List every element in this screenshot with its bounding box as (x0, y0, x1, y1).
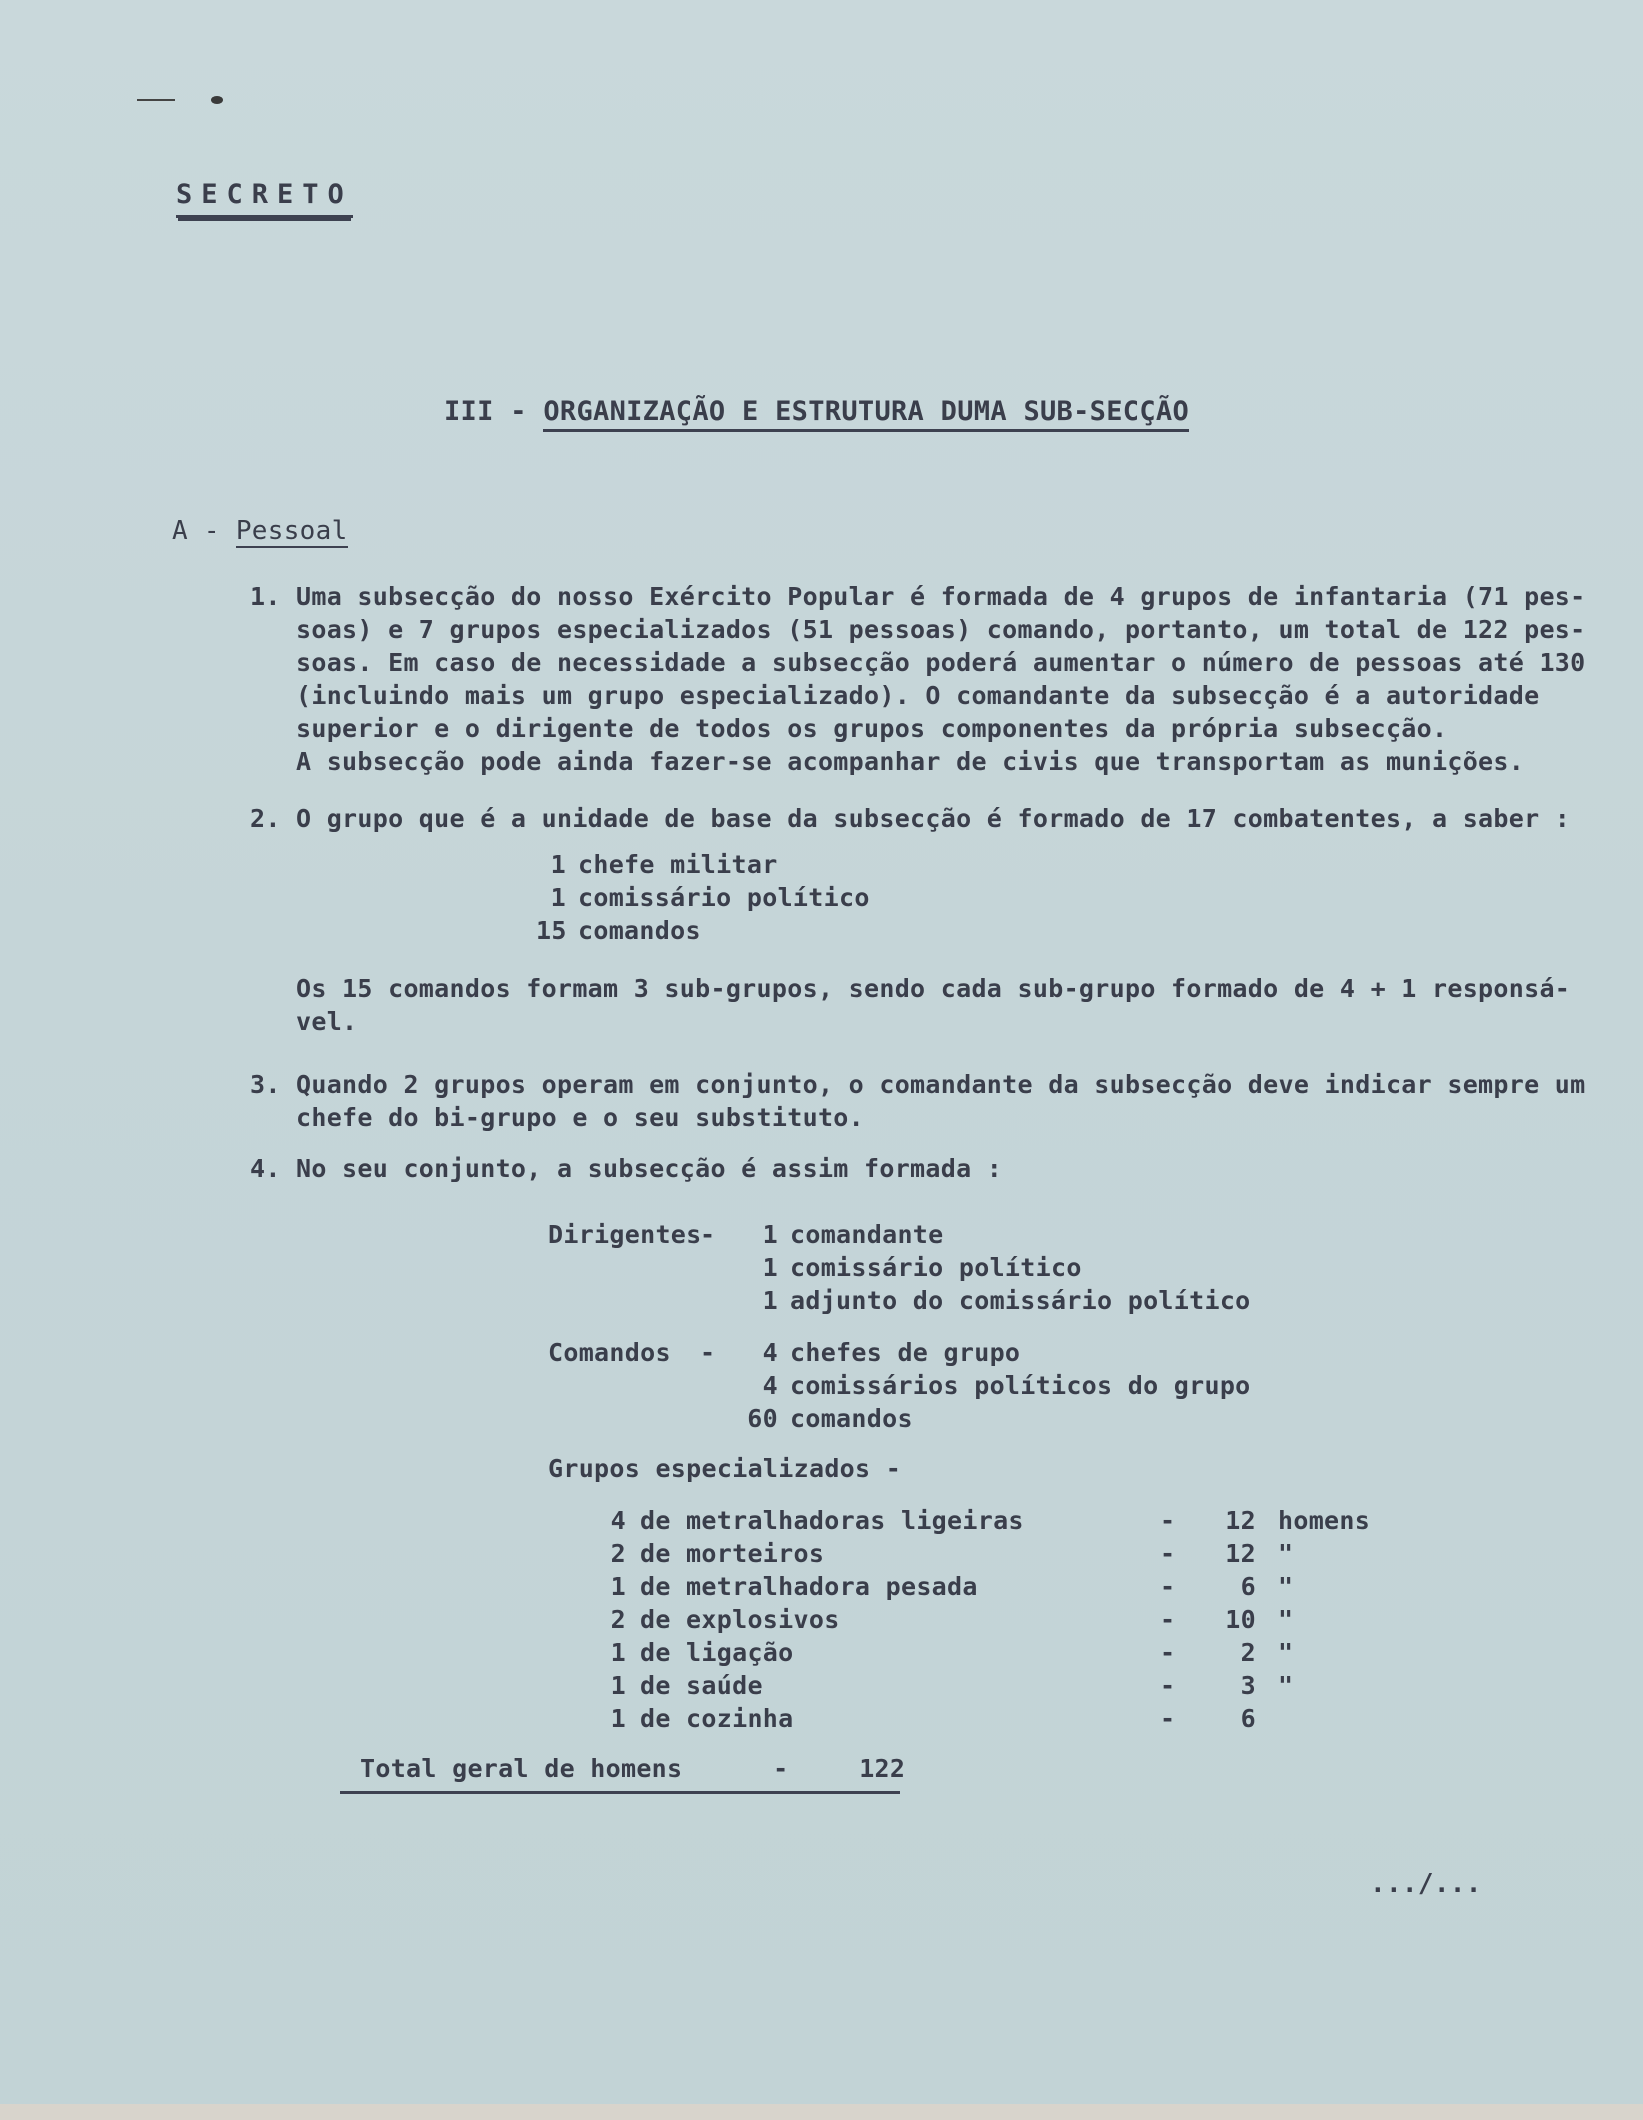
item-name: de ligação (640, 1638, 794, 1667)
item-count: 1 (550, 883, 566, 912)
page-edge (0, 2104, 1643, 2120)
table-row (604, 1669, 1370, 1702)
continuation-marker: .../... (1370, 1869, 1482, 1899)
item-unit: " (1278, 1638, 1294, 1667)
item-name: de cozinha (640, 1704, 794, 1733)
dash: - (1160, 1671, 1176, 1700)
item-count: 10 (1225, 1605, 1256, 1634)
item-quantity: 1 (610, 1704, 626, 1733)
dash: - (700, 1338, 716, 1367)
item-name: de morteiros (640, 1539, 825, 1568)
dash: - (700, 1220, 716, 1249)
paragraph-line: Uma subsecção do nosso Exército Popular é formada de 4 grupos de infantaria (71 pes- (296, 582, 1586, 611)
item-label: comissário político (578, 883, 870, 912)
dash: - (1160, 1572, 1176, 1601)
subheading-label: Pessoal (235, 516, 348, 546)
ink-mark (135, 95, 225, 105)
comandos-block (548, 1336, 1251, 1435)
subheading-letter: A - (172, 516, 220, 546)
dash: - (1160, 1638, 1176, 1667)
table-row (604, 1570, 1370, 1603)
item-quantity: 4 (610, 1506, 626, 1535)
paragraph-line: chefe do bi-grupo e o seu substituto. (296, 1103, 864, 1132)
paragraph-line: soas) e 7 grupos especializados (51 pessoas) comando, portanto, um total de 122 pes- (296, 615, 1586, 644)
paragraph-number: 3. (250, 1070, 281, 1099)
list-item (536, 881, 870, 914)
item-unit: " (1278, 1671, 1294, 1700)
item-label: comandos (790, 1404, 913, 1433)
paragraph-line: O grupo que é a unidade de base da subsecção é formado de 17 combatentes, a saber : (296, 804, 1571, 833)
item-count: 12 (1225, 1506, 1256, 1535)
table-row (604, 1537, 1370, 1570)
item-count: 1 (762, 1253, 778, 1282)
paragraph-line: No seu conjunto, a subsecção é assim formada : (296, 1154, 1003, 1183)
item-name: de explosivos (640, 1605, 840, 1634)
list-item (548, 1369, 1251, 1402)
especializados-table (604, 1504, 1370, 1735)
item-unit: " (1278, 1539, 1294, 1568)
item-name: de saúde (640, 1671, 763, 1700)
item-quantity: 1 (610, 1638, 626, 1667)
dash: - (1160, 1506, 1176, 1535)
item-count: 6 (1240, 1704, 1256, 1733)
item-count: 1 (762, 1286, 778, 1315)
table-row (604, 1504, 1370, 1537)
item-count: 15 (536, 916, 567, 945)
item-unit: " (1278, 1572, 1294, 1601)
item-count: 60 (747, 1404, 778, 1433)
paragraph-line: superior e o dirigente de todos os grupos componentes da própria subsecção. (296, 714, 1448, 743)
item-quantity: 1 (610, 1572, 626, 1601)
paragraph-2-continuation (296, 972, 1626, 1038)
table-row (604, 1603, 1370, 1636)
list-item (548, 1251, 1251, 1284)
list-item (536, 848, 870, 881)
item-name: de metralhadoras ligeiras (640, 1506, 1024, 1535)
list-item (548, 1218, 1251, 1251)
list-item (548, 1402, 1251, 1435)
total-label: Total geral de homens (360, 1754, 683, 1783)
paragraph-line: Os 15 comandos formam 3 sub-grupos, sendo cada sub-grupo formado de 4 + 1 responsá- (296, 974, 1571, 1003)
item-label: comandos (578, 916, 701, 945)
item-unit: " (1278, 1605, 1294, 1634)
table-row (604, 1702, 1370, 1735)
group-composition-list (536, 848, 870, 947)
dash: - (1160, 1605, 1176, 1634)
total-dash: - (773, 1754, 789, 1783)
section-title (444, 395, 1189, 428)
item-count: 1 (550, 850, 566, 879)
item-count: 6 (1240, 1572, 1256, 1601)
item-name: de metralhadora pesada (640, 1572, 978, 1601)
paragraph-line: Quando 2 grupos operam em conjunto, o comandante da subsecção deve indicar sempre um (296, 1070, 1586, 1099)
item-count: 4 (762, 1338, 778, 1367)
item-label: adjunto do comissário político (790, 1286, 1251, 1315)
section-number: III - (444, 396, 527, 427)
item-label: chefe militar (578, 850, 778, 879)
item-count: 12 (1225, 1539, 1256, 1568)
item-quantity: 2 (610, 1539, 626, 1568)
section-title-text: ORGANIZAÇÃO E ESTRUTURA DUMA SUB-SECÇÃO (543, 396, 1189, 432)
paragraph-number: 2. (250, 804, 281, 833)
item-label: comissário político (790, 1253, 1082, 1282)
paragraph-2 (296, 802, 1626, 835)
comandos-label: Comandos (548, 1338, 671, 1367)
item-count: 2 (1240, 1638, 1256, 1667)
paragraph-line: vel. (296, 1007, 358, 1036)
paragraph-1 (296, 580, 1626, 778)
paragraph-line: soas. Em caso de necessidade a subsecção poderá aumentar o número de pessoas até 130 (296, 648, 1586, 677)
total-value: 122 (859, 1754, 906, 1783)
paragraph-3 (296, 1068, 1626, 1134)
item-quantity: 2 (610, 1605, 626, 1634)
dirigentes-block (548, 1218, 1251, 1317)
dash: - (1160, 1704, 1176, 1733)
subheading-pessoal (172, 515, 348, 548)
paragraph-line: (incluindo mais um grupo especializado). O comandante da subsecção é a autoridade (296, 681, 1540, 710)
item-count: 3 (1240, 1671, 1256, 1700)
item-count: 1 (762, 1220, 778, 1249)
item-label: comissários políticos do grupo (790, 1371, 1251, 1400)
paragraph-line: A subsecção pode ainda fazer-se acompanhar de civis que transportam as munições. (296, 747, 1525, 776)
dirigentes-label: Dirigentes (548, 1220, 702, 1249)
dash: - (1160, 1539, 1176, 1568)
list-item (536, 914, 870, 947)
item-label: chefes de grupo (790, 1338, 1021, 1367)
paragraph-number: 1. (250, 582, 281, 611)
item-unit: homens (1278, 1506, 1371, 1535)
table-row (604, 1636, 1370, 1669)
paragraph-number: 4. (250, 1154, 281, 1183)
paragraph-4 (296, 1152, 1626, 1185)
item-count: 4 (762, 1371, 778, 1400)
grand-total (340, 1752, 906, 1794)
item-label: comandante (790, 1220, 944, 1249)
list-item (548, 1336, 1251, 1369)
list-item (548, 1284, 1251, 1317)
item-quantity: 1 (610, 1671, 626, 1700)
especializados-label: Grupos especializados - (548, 1454, 902, 1483)
classification-stamp: SECRETO (176, 178, 353, 218)
